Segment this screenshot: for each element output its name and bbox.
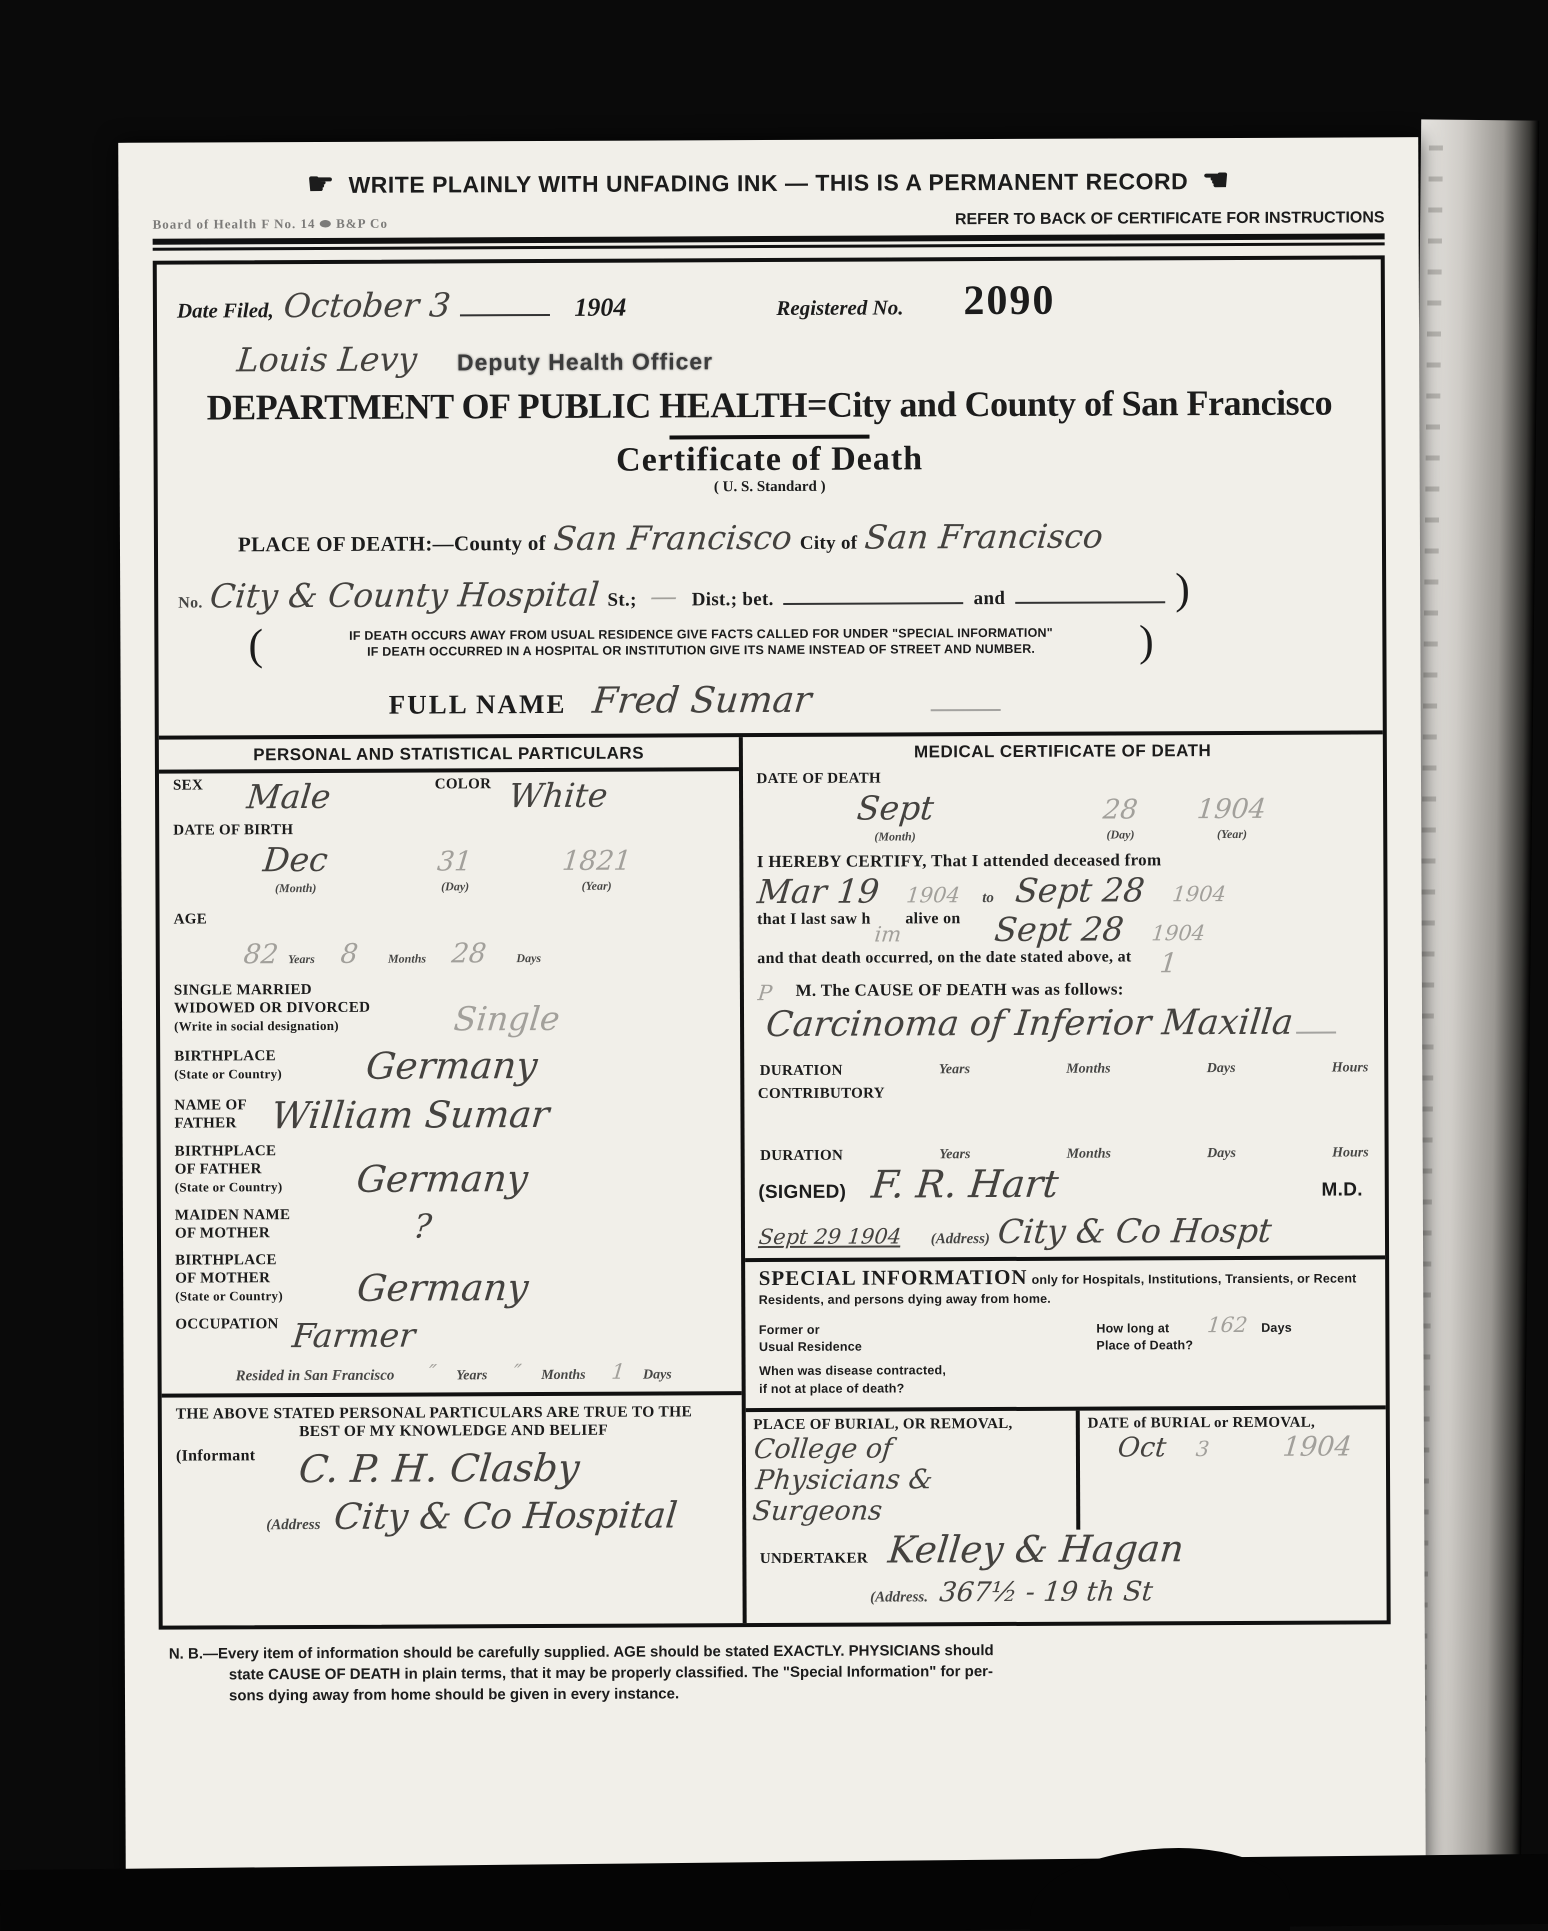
title-divider xyxy=(669,434,869,439)
ribbon-text: WRITE PLAINLY WITH UNFADING INK — THIS IS A PERMANENT RECORD xyxy=(348,167,1189,198)
certificate-page xyxy=(118,137,1426,1881)
occurred-time: 1 xyxy=(1158,948,1179,980)
age-months: 8 xyxy=(339,938,360,970)
former-residence-label-1: Former or xyxy=(758,1322,820,1338)
mother-birthplace-field xyxy=(161,1246,741,1313)
former-residence-label-2: Usual Residence xyxy=(758,1339,863,1354)
contracted-field xyxy=(745,1355,1386,1408)
duration-years-cap: Years xyxy=(938,1062,971,1078)
color-value: White xyxy=(507,775,610,816)
blank-line xyxy=(460,304,550,316)
header-ribbon xyxy=(152,165,1384,200)
truth-statement xyxy=(162,1395,742,1444)
blank-line xyxy=(1296,1022,1336,1034)
resided-field xyxy=(162,1355,742,1394)
father-bp-label-1: BIRTHPLACE xyxy=(174,1143,277,1160)
contracted-label-2: if not at place of death? xyxy=(759,1381,905,1396)
duration2-years-cap: Years xyxy=(939,1147,971,1163)
closing-paren: ) xyxy=(1138,616,1154,666)
place-of-death-label: PLACE OF DEATH:—County of xyxy=(237,530,546,557)
health-officer-title: Deputy Health Officer xyxy=(456,348,714,376)
date-filed-value: October 3 xyxy=(281,285,453,326)
duration2-label: DURATION xyxy=(760,1147,844,1165)
informant-value: C. P. H. Clasby xyxy=(297,1445,583,1492)
dod-month-caption: (Month) xyxy=(874,829,916,844)
opening-paren: ( xyxy=(248,620,264,670)
sex-label: SEX xyxy=(172,777,204,794)
blank-line xyxy=(1015,591,1165,604)
dob-day-caption: (Day) xyxy=(441,879,470,894)
age-label: AGE xyxy=(173,911,208,928)
last-saw-pre: that I last saw h xyxy=(757,910,871,929)
occurred-text: and that death occurred, on the date stated above, at xyxy=(757,948,1132,968)
personal-column xyxy=(159,737,746,1625)
certify-paragraph xyxy=(743,845,1384,1047)
signed-address: City & Co Hospt xyxy=(995,1210,1274,1252)
department-title: DEPARTMENT OF PUBLIC HEALTH=City and County of San Francisco xyxy=(206,382,1333,428)
residence-howlong-row xyxy=(745,1308,1386,1358)
dob-day: 31 xyxy=(436,846,474,878)
manicule-left-pointing-icon: ☚ xyxy=(1202,163,1230,198)
mother-label-1: MAIDEN NAME xyxy=(174,1207,291,1224)
certificate-box xyxy=(153,255,1391,1629)
closing-paren: ) xyxy=(1175,563,1190,614)
duration-row-1 xyxy=(744,1058,1385,1082)
date-filed-label: Date Filed, xyxy=(176,298,274,323)
certify-text: I HEREBY CERTIFY, That I attended deceased from xyxy=(756,850,1162,872)
father-bp-label-2: OF FATHER xyxy=(174,1161,262,1178)
sex-value: Male xyxy=(245,776,333,817)
duration2-days-cap: Days xyxy=(1207,1145,1236,1162)
signed-row xyxy=(744,1156,1385,1209)
birthplace-value: Germany xyxy=(363,1044,540,1088)
footnote-line-1: N. B.—Every item of information should be carefully supplied. AGE should be stated EXACTLY. PHYSICIANS should xyxy=(168,1641,994,1663)
signed-date: Sept 29 1904 xyxy=(757,1224,902,1250)
contributory-field xyxy=(744,1079,1385,1106)
footnote-line-2: state CAUSE OF DEATH in plain terms, that it may be properly classified. The "Special Information" for per- xyxy=(228,1662,994,1684)
signed-date-row xyxy=(744,1206,1385,1262)
howlong-days-label: Days xyxy=(1261,1320,1292,1335)
dob-year-caption: (Year) xyxy=(581,878,612,893)
blank-line xyxy=(784,592,964,605)
full-name-label: FULL NAME xyxy=(388,688,567,720)
marital-label-1: SINGLE MARRIED xyxy=(173,981,312,999)
undertaker-address-value: 367½ - 19 th St xyxy=(938,1576,1155,1609)
special-info-subtitle: only for Hospitals, Institutions, Transients, or Recent Residents, and persons dying away from home. xyxy=(758,1271,1357,1308)
age-years: 82 xyxy=(242,939,280,971)
institution-value: City & County Hospital xyxy=(208,574,602,616)
father-bp-value: Germany xyxy=(354,1157,530,1201)
last-saw-date: Sept 28 xyxy=(992,909,1126,950)
truth-line-2: BEST OF MY KNOWLEDGE AND BELIEF xyxy=(299,1421,609,1441)
county-value: San Francisco xyxy=(551,517,794,558)
informant-address-field xyxy=(162,1491,742,1555)
place-of-death-row xyxy=(158,509,1382,565)
mother-label-2: OF MOTHER xyxy=(174,1225,271,1242)
informant-address-label: (Address xyxy=(266,1516,321,1534)
father-field xyxy=(160,1088,740,1140)
age-years-caption: Years xyxy=(288,951,315,967)
last-saw-post: alive on xyxy=(905,910,961,928)
marital-label-2: WIDOWED OR DIVORCED xyxy=(173,999,371,1017)
street-row xyxy=(158,564,1382,621)
marital-label-3: (Write in social designation) xyxy=(174,1017,339,1034)
form-meta-row xyxy=(153,209,1385,232)
father-label-2: FATHER xyxy=(174,1115,237,1132)
burial-date-day: 3 xyxy=(1194,1436,1211,1461)
residence-note-2: IF DEATH OCCURRED IN A HOSPITAL OR INSTITUTION GIVE ITS NAME INSTEAD OF STREET AND NUMBER. xyxy=(367,642,1036,660)
duration-hours-cap: Hours xyxy=(1331,1060,1369,1076)
footnote xyxy=(169,1638,1381,1706)
undertaker-value: Kelley & Hagan xyxy=(885,1526,1186,1572)
dod-year-caption: (Year) xyxy=(1216,826,1248,842)
mother-bp-label-2: OF MOTHER xyxy=(175,1270,271,1287)
mother-bp-label-1: BIRTHPLACE xyxy=(175,1252,277,1269)
last-saw-year: 1904 xyxy=(1150,921,1207,946)
st-label: St.; xyxy=(607,589,637,611)
father-label-1: NAME OF xyxy=(174,1097,247,1114)
form-id: Board of Health F No. 14 ⬬ B&P Co xyxy=(152,215,388,232)
city-of-label: City of xyxy=(799,532,858,554)
dod-day-caption: (Day) xyxy=(1106,827,1135,842)
medical-column xyxy=(742,734,1386,1623)
undertaker-address-label: (Address. xyxy=(870,1589,929,1606)
full-name-value: Fred Sumar xyxy=(590,679,814,722)
registered-no-label: Registered No. xyxy=(776,295,904,320)
duration-months-cap: Months xyxy=(1066,1061,1111,1077)
mother-bp-label-3: (State or Country) xyxy=(175,1288,283,1304)
health-officer-row xyxy=(157,329,1381,385)
full-name-row xyxy=(159,671,1383,729)
resided-days-cap: Days xyxy=(642,1367,672,1383)
informant-label: (Informant xyxy=(175,1447,256,1465)
age-months-caption: Months xyxy=(387,951,427,966)
dod-day: 28 xyxy=(1101,794,1140,826)
dob-field xyxy=(159,816,739,900)
cause-lead: M. The CAUSE OF DEATH was as follows: xyxy=(795,979,1124,1000)
attended-from-date: Mar 19 xyxy=(755,871,881,912)
attended-to-year: 1904 xyxy=(1171,881,1228,907)
refer-note: REFER TO BACK OF CERTIFICATE FOR INSTRUCTIONS xyxy=(954,209,1385,229)
burial-date-year: 1904 xyxy=(1281,1431,1354,1463)
father-birthplace-field xyxy=(161,1137,741,1204)
father-bp-label-3: (State or Country) xyxy=(174,1179,283,1195)
resided-label: Resided in San Francisco xyxy=(235,1367,395,1385)
residence-note-row xyxy=(158,616,1382,669)
manicule-right-pointing-icon: ☛ xyxy=(307,167,335,202)
resided-days: 1 xyxy=(610,1359,627,1384)
howlong-value: 162 xyxy=(1205,1312,1249,1338)
date-filed-row xyxy=(157,269,1381,334)
attended-from-year: 1904 xyxy=(905,883,962,908)
dod-year: 1904 xyxy=(1195,793,1268,826)
burial-place-label: PLACE OF BURIAL, OR REMOVAL, xyxy=(753,1415,1013,1433)
resided-months: ″ xyxy=(512,1360,523,1385)
blank-line xyxy=(931,699,1001,711)
burial-place-line1: College of xyxy=(751,1433,894,1465)
burial-date-cell xyxy=(1080,1409,1387,1529)
burial-date-label: DATE of BURIAL or REMOVAL, xyxy=(1087,1414,1316,1432)
resided-months-cap: Months xyxy=(541,1367,586,1383)
marital-field xyxy=(160,970,740,1042)
date-of-death-field xyxy=(742,764,1383,848)
mother-value: ? xyxy=(412,1206,435,1246)
personal-column-header: PERSONAL AND STATISTICAL PARTICULARS xyxy=(159,737,739,774)
age-days-caption: Days xyxy=(516,950,542,966)
burial-date-month: Oct xyxy=(1116,1432,1168,1464)
date-of-death-label: DATE OF DEATH xyxy=(756,770,881,788)
dob-year: 1821 xyxy=(560,845,633,877)
us-standard-note: ( U. S. Standard ) xyxy=(713,478,826,496)
dob-month-caption: (Month) xyxy=(274,880,317,896)
and-label: and xyxy=(973,587,1006,609)
duration-label: DURATION xyxy=(759,1062,843,1080)
dob-month: Dec xyxy=(261,839,330,880)
howlong-label-1: How long at xyxy=(1096,1321,1170,1336)
undertaker-label: UNDERTAKER xyxy=(759,1550,868,1567)
double-rule xyxy=(153,233,1385,250)
registered-no-value: 2090 xyxy=(963,277,1056,325)
occupation-label: OCCUPATION xyxy=(175,1316,279,1333)
mother-field xyxy=(161,1201,741,1249)
duration2-hours-cap: Hours xyxy=(1332,1145,1369,1161)
meridiem-hw: P xyxy=(756,980,773,1006)
date-filed-year: 1904 xyxy=(574,292,627,322)
residence-note-1: IF DEATH OCCURS AWAY FROM USUAL RESIDENCE GIVE FACTS CALLED FOR UNDER "SPECIAL INFORMATION" xyxy=(349,625,1053,643)
age-days: 28 xyxy=(450,938,488,970)
undertaker-row xyxy=(746,1522,1387,1574)
occupation-value: Farmer xyxy=(290,1315,418,1356)
signed-label: (SIGNED) xyxy=(758,1181,847,1204)
contracted-label-1: When was disease contracted, xyxy=(759,1362,947,1378)
health-officer-signature: Louis Levy xyxy=(235,339,419,380)
occupation-field xyxy=(161,1310,741,1358)
dist-bet-label: Dist.; bet. xyxy=(691,588,774,611)
md-label: M.D. xyxy=(1321,1179,1363,1201)
st-value: — xyxy=(649,581,680,613)
cause-value: Carcinoma of Inferior Maxilla xyxy=(763,1002,1295,1046)
last-saw-hw: im xyxy=(873,922,903,947)
color-label: COLOR xyxy=(434,776,492,793)
burial-place-cell xyxy=(745,1410,1080,1530)
signed-address-label: (Address) xyxy=(930,1231,990,1248)
special-info-title: SPECIAL INFORMATION xyxy=(758,1264,1028,1291)
columns xyxy=(159,730,1387,1625)
burial-place-line2: Physicians & Surgeons xyxy=(750,1464,934,1527)
duration-days-cap: Days xyxy=(1206,1060,1236,1077)
resided-years-cap: Years xyxy=(456,1368,488,1384)
certificate-title: Certificate of Death xyxy=(616,440,924,479)
physician-signature: F. R. Hart xyxy=(869,1161,1061,1207)
truth-line-1: THE ABOVE STATED PERSONAL PARTICULARS ARE TRUE TO THE xyxy=(175,1403,693,1423)
attended-to-date: Sept 28 xyxy=(1013,870,1147,910)
howlong-label-2: Place of Death? xyxy=(1096,1338,1194,1353)
duration2-months-cap: Months xyxy=(1066,1146,1111,1162)
special-info-header xyxy=(745,1259,1386,1311)
father-value: William Sumar xyxy=(268,1092,551,1138)
medical-column-header: MEDICAL CERTIFICATE OF DEATH xyxy=(913,741,1212,762)
dob-label: DATE OF BIRTH xyxy=(173,822,294,839)
birthplace-label-1: BIRTHPLACE xyxy=(174,1048,276,1065)
no-label: No. xyxy=(178,594,203,612)
resided-years: ″ xyxy=(427,1360,438,1385)
birthplace-field xyxy=(160,1039,740,1091)
contributory-label: CONTRIBUTORY xyxy=(757,1085,885,1103)
birthplace-label-2: (State or Country) xyxy=(174,1066,283,1082)
age-field xyxy=(160,897,740,973)
informant-address-value: City & Co Hospital xyxy=(332,1495,680,1538)
informant-field xyxy=(162,1441,742,1494)
sex-color-field xyxy=(159,771,739,819)
footnote-line-3: sons dying away from home should be given in every instance. xyxy=(228,1685,680,1705)
city-value: San Francisco xyxy=(863,516,1106,557)
dod-month: Sept xyxy=(854,788,936,828)
marital-value: Single xyxy=(452,998,562,1039)
burial-row xyxy=(745,1409,1386,1531)
mother-bp-value: Germany xyxy=(354,1266,531,1310)
to-label: to xyxy=(982,890,994,907)
undertaker-address-row xyxy=(746,1571,1387,1623)
